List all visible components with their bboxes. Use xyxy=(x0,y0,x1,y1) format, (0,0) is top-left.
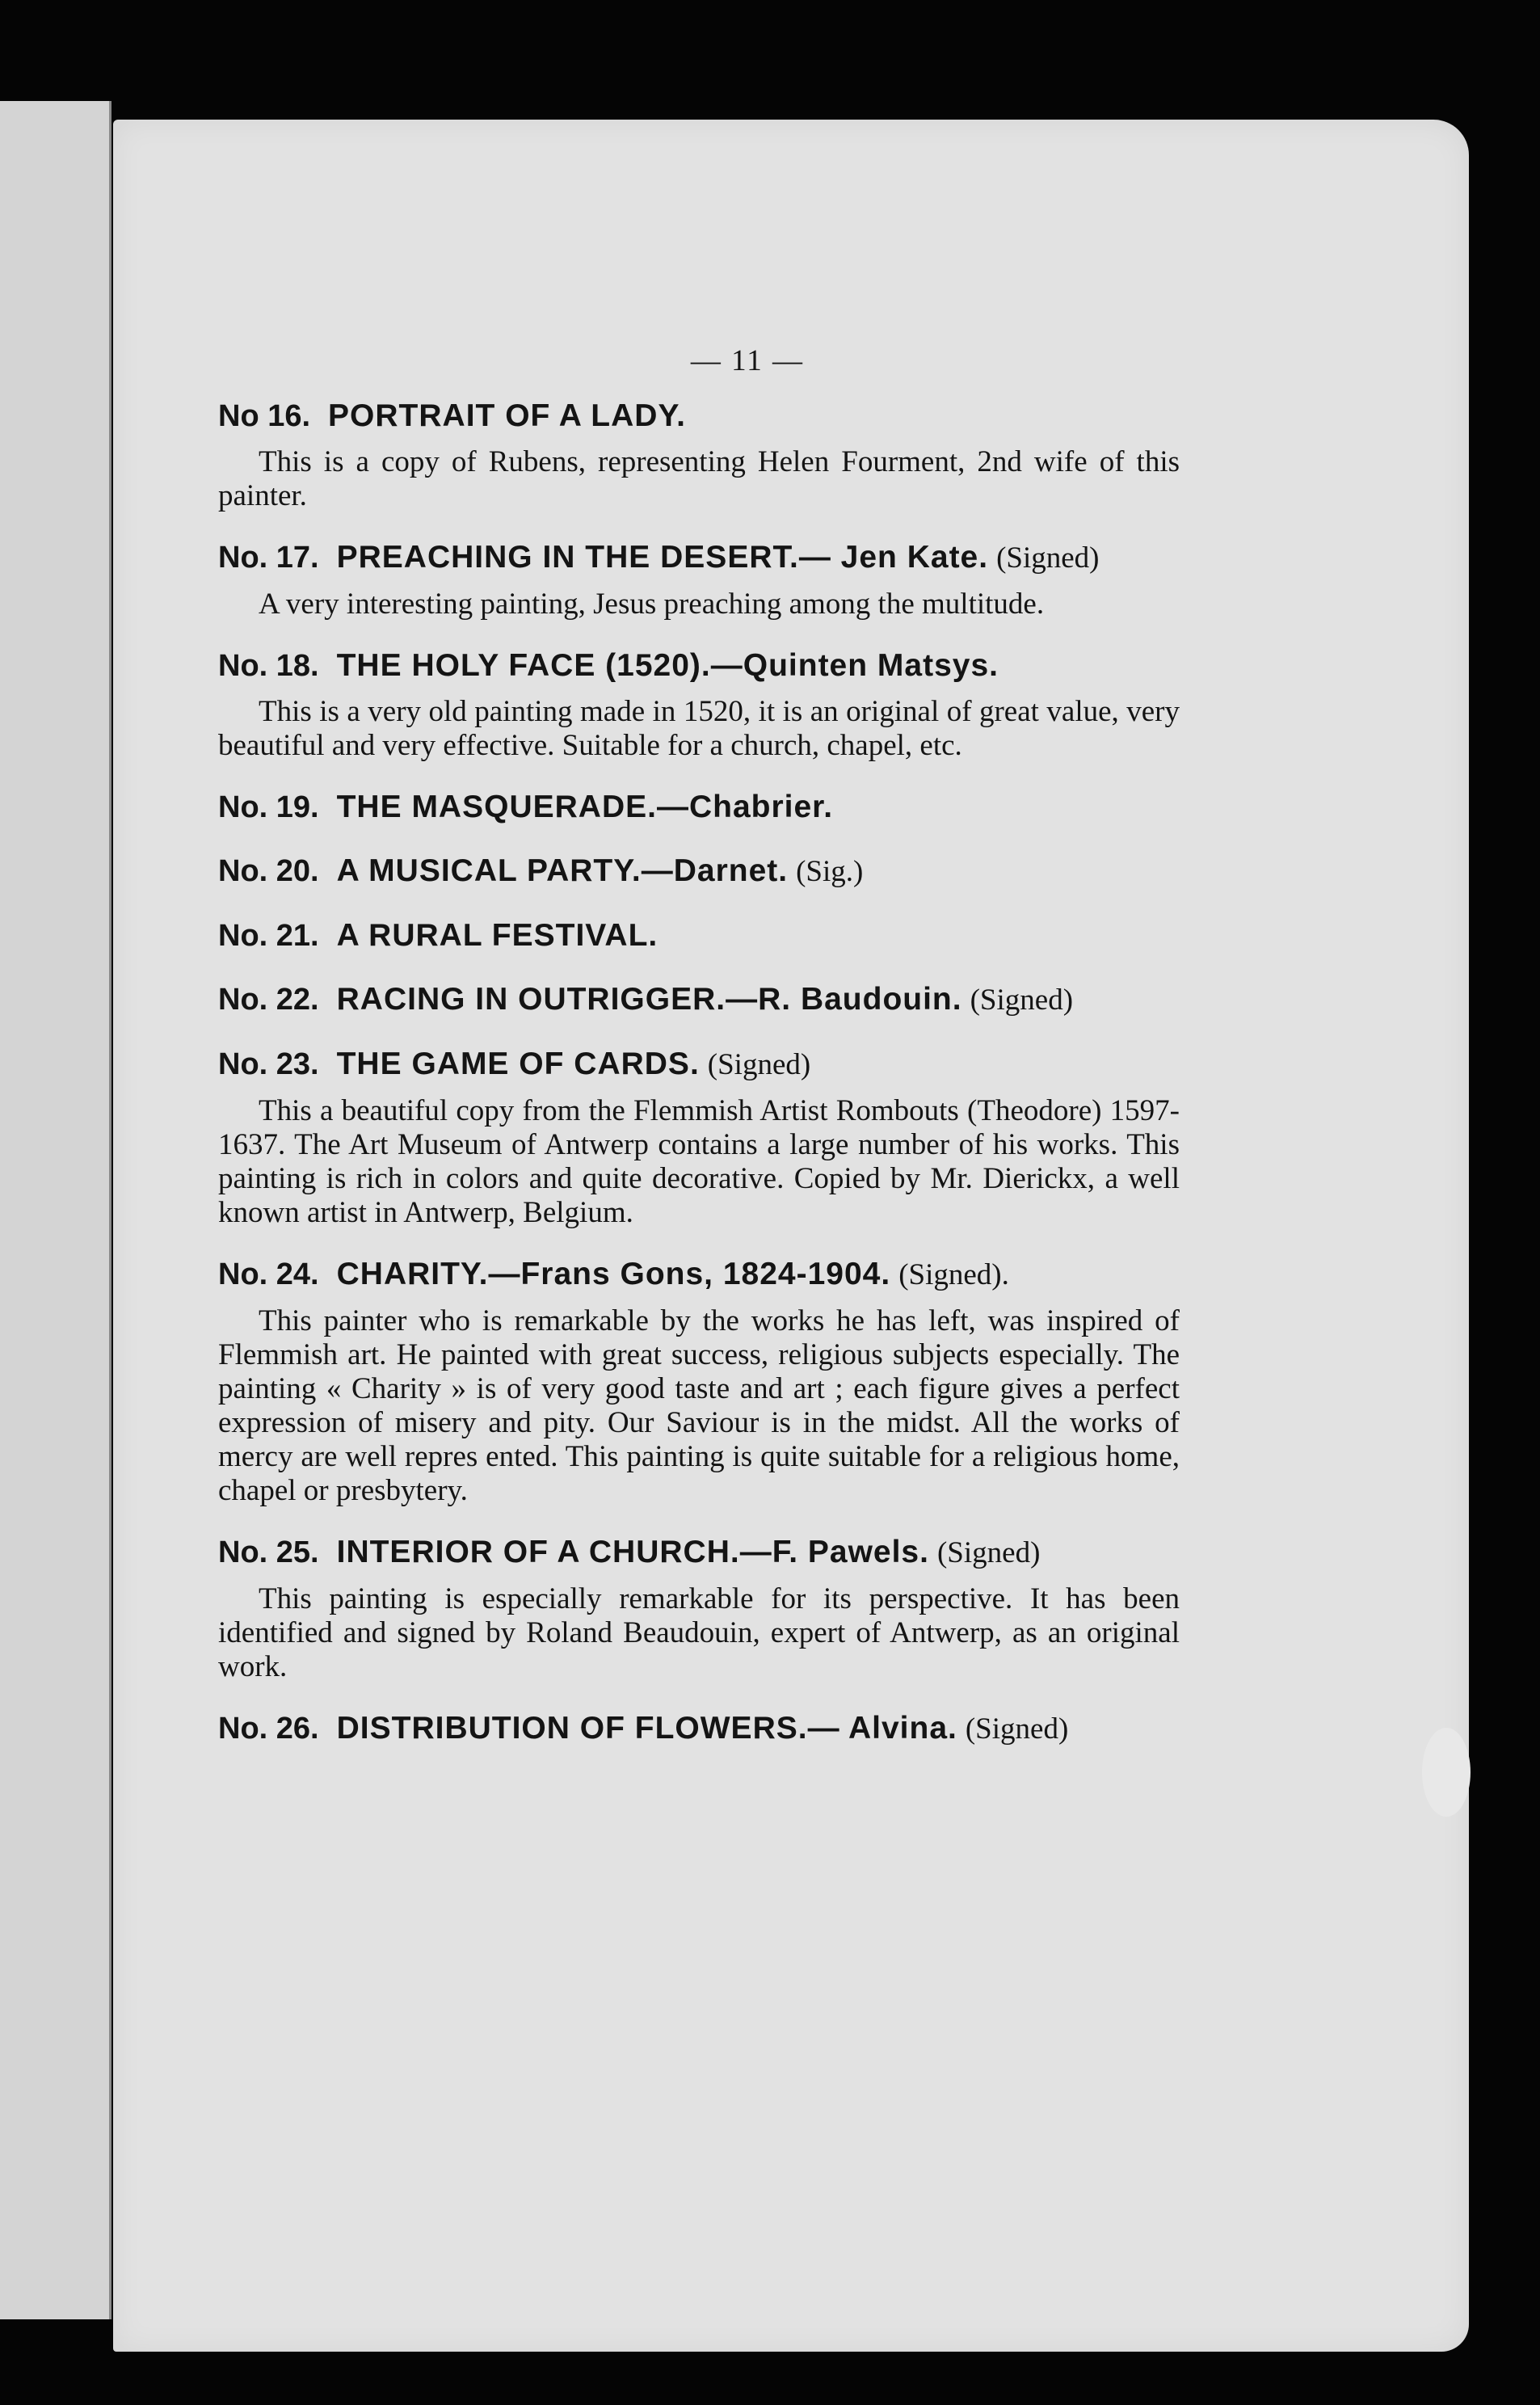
entry-number: No. 25. xyxy=(218,1535,319,1569)
entry-number: No 16. xyxy=(218,399,311,433)
entry-number: No. 21. xyxy=(218,919,319,953)
page-content xyxy=(218,343,1180,1773)
entry-title: THE GAME OF CARDS. xyxy=(336,1047,700,1081)
entry-note: (Signed). xyxy=(898,1258,1009,1291)
entry-heading xyxy=(218,1532,1180,1573)
entry-number: No. 24. xyxy=(218,1257,319,1291)
entry-title: PORTRAIT OF A LADY. xyxy=(328,398,686,433)
entry-note: (Signed) xyxy=(996,541,1100,575)
entry-description: A very interesting painting, Jesus preaching among the multitude. xyxy=(259,588,1045,621)
catalog-entry xyxy=(218,979,1180,1020)
catalog-entry xyxy=(218,1254,1180,1508)
entry-heading xyxy=(218,396,1180,436)
catalog-entry xyxy=(218,1708,1180,1749)
entry-description: This is a very old painting made in 1520, it is an original of great value, very beautiful and very effective. Suitable for a church, chapel, etc. xyxy=(218,695,1180,762)
catalog-entry xyxy=(218,787,1180,827)
page-number: — 11 — xyxy=(690,344,805,377)
catalog-entry xyxy=(218,916,1180,955)
entry-title: A RURAL FESTIVAL. xyxy=(336,918,658,953)
catalog-entry xyxy=(218,396,1180,513)
entry-note: (Signed) xyxy=(970,983,1074,1017)
entry-number: No. 20. xyxy=(218,854,319,888)
entry-note: (Sig.) xyxy=(796,855,864,888)
entry-heading xyxy=(218,979,1180,1020)
entry-title: THE MASQUERADE.—Chabrier. xyxy=(336,790,834,824)
entry-note: (Signed) xyxy=(936,1536,1041,1569)
entry-note: (Signed) xyxy=(707,1048,811,1081)
entry-title: A MUSICAL PARTY.—Darnet. xyxy=(336,853,789,888)
entry-heading xyxy=(218,1708,1180,1749)
entry-heading xyxy=(218,1044,1180,1085)
entry-heading xyxy=(218,851,1180,891)
entry-number: No. 23. xyxy=(218,1047,319,1081)
entry-title: DISTRIBUTION OF FLOWERS.— Alvina. xyxy=(336,1711,957,1746)
entry-heading xyxy=(218,787,1180,827)
entry-title: RACING IN OUTRIGGER.—R. Baudouin. xyxy=(336,982,962,1017)
catalog-entry xyxy=(218,851,1180,891)
entry-number: No. 17. xyxy=(218,541,319,575)
entry-title: PREACHING IN THE DESERT.— Jen Kate. xyxy=(336,540,989,575)
entry-description: This painting is especially remarkable for its perspective. It has been identified and signed by Roland Beaudouin, expert of Antwerp, as an original work. xyxy=(218,1582,1180,1683)
entry-title: INTERIOR OF A CHURCH.—F. Pawels. xyxy=(336,1535,929,1569)
entry-number: No. 22. xyxy=(218,983,319,1017)
entry-title: CHARITY.—Frans Gons, 1824-1904. xyxy=(336,1257,891,1291)
entry-heading xyxy=(218,916,1180,955)
entry-description: This painter who is remarkable by the works he has left, was inspired of Flemmish art. He painted with great success, religious subjects especially. The painting « Charity » is of very good taste and art ; each figure gives a perfect expression of misery and pity. Our Saviour is in the midst. All the works of mercy are well repres ented. This painting is quite suitable for a religious home, chapel or presbytery. xyxy=(218,1304,1180,1507)
catalog-entry xyxy=(218,1044,1180,1230)
entry-heading xyxy=(218,1254,1180,1295)
entry-number: No. 26. xyxy=(218,1712,319,1746)
entry-number: No. 19. xyxy=(218,790,319,824)
facing-page-edge xyxy=(0,101,112,2319)
entry-title: THE HOLY FACE (1520).—Quinten Matsys. xyxy=(336,648,999,683)
entry-description: This a beautiful copy from the Flemmish Artist Rombouts (Theodore) 1597-1637. The Art Museum of Antwerp contains a large number of his works. This painting is rich in colors and quite decorative. Copied by Mr. Dierickx, a well known artist in Antwerp, Belgium. xyxy=(218,1094,1180,1229)
catalog-entry xyxy=(218,646,1180,763)
catalog-entry xyxy=(218,537,1180,621)
entry-heading xyxy=(218,537,1180,578)
entry-number: No. 18. xyxy=(218,649,319,683)
paper-blemish xyxy=(1422,1728,1471,1817)
catalog-entry xyxy=(218,1532,1180,1684)
entry-note: (Signed) xyxy=(965,1712,1069,1746)
entry-description: This is a copy of Rubens, representing Helen Fourment, 2nd wife of this painter. xyxy=(218,445,1180,512)
entry-heading xyxy=(218,646,1180,685)
